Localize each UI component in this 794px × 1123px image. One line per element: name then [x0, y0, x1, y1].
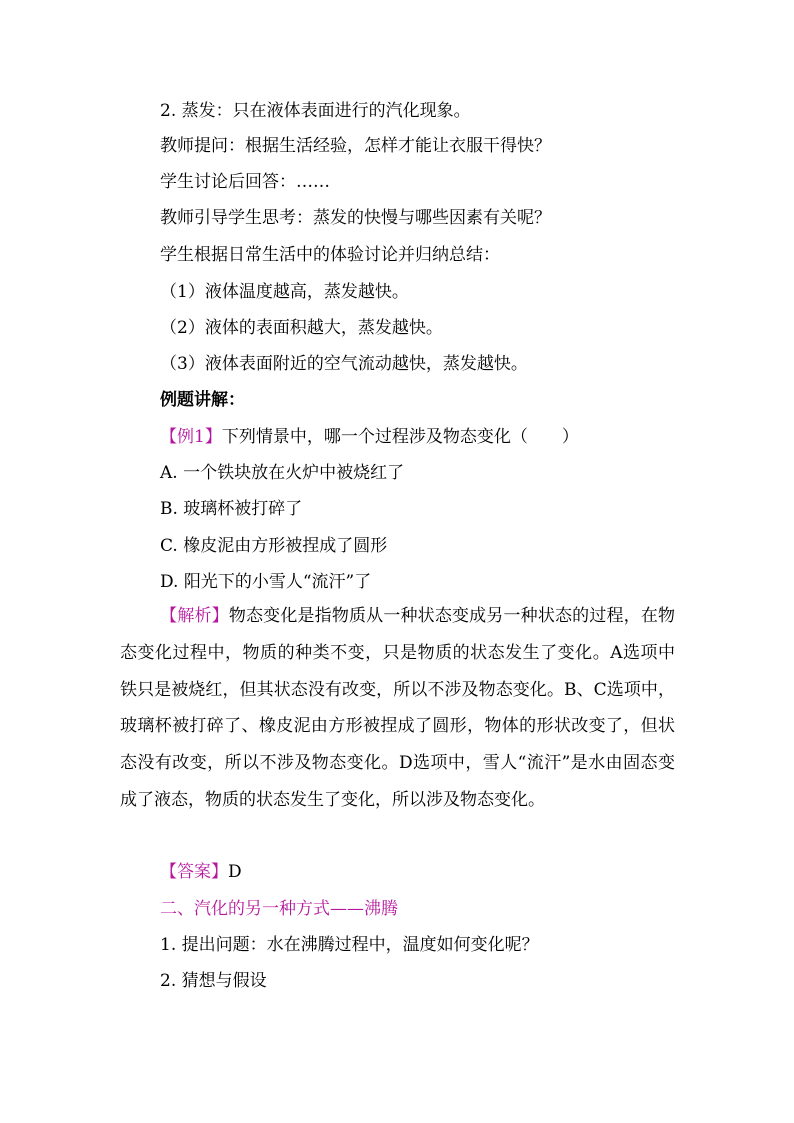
guess-2: 2. 猜想与假设	[160, 971, 267, 991]
example1-line	[160, 427, 579, 447]
analysis-tag: 【解析】	[160, 606, 229, 626]
option-a: A. 一个铁块放在火炉中被烧红了	[160, 463, 405, 483]
analysis-text: 物态变化是指物质从一种状态变成另一种状态的过程，在物态变化过程中，物质的种类不变，只是物质的状态发生了变化。A选项中铁只是被烧红，但其状态没有改变，所以不涉及物态变化。B、C选项中，玻璃杯被打碎了、橡皮泥由方形被捏成了圆形，物体的形状改变了，但状态没有改变，所以不涉及物态变化。D选项中，雪人“流汗”是水由固态变成了液态，物质的状态发生了变化，所以涉及物态变化。	[120, 606, 676, 810]
answer-tag: 【答案】	[160, 862, 228, 882]
example1-tag: 【例1】	[160, 427, 222, 447]
factor-2: （2）液体的表面积越大，蒸发越快。	[160, 318, 443, 338]
answer-value: D	[228, 862, 242, 882]
analysis-paragraph	[120, 598, 675, 819]
section-heading: 二、汽化的另一种方式——沸腾	[160, 899, 398, 919]
factor-1: （1）液体温度越高，蒸发越快。	[160, 282, 409, 302]
teacher-guide: 教师引导学生思考：蒸发的快慢与哪些因素有关呢？	[160, 208, 551, 228]
option-c: C. 橡皮泥由方形被捏成了圆形	[160, 536, 388, 556]
example1-question: 下列情景中，哪一个过程涉及物态变化（ ）	[221, 427, 579, 447]
evaporation-definition: 2. 蒸发：只在液体表面进行的汽化现象。	[160, 101, 471, 121]
factor-3: （3）液体表面附近的空气流动越快，蒸发越快。	[160, 354, 528, 374]
answer-line	[160, 862, 242, 882]
teacher-question: 教师提问：根据生活经验，怎样才能让衣服干得快？	[160, 136, 551, 156]
student-answer: 学生讨论后回答：……	[160, 172, 330, 192]
question-1: 1. 提出问题：水在沸腾过程中，温度如何变化呢？	[160, 935, 539, 955]
example-heading: 例题讲解：	[160, 390, 245, 410]
option-d: D. 阳光下的小雪人“流汗”了	[160, 572, 372, 592]
option-b: B. 玻璃杯被打碎了	[160, 499, 303, 519]
student-summary: 学生根据日常生活中的体验讨论并归纳总结：	[160, 245, 500, 265]
